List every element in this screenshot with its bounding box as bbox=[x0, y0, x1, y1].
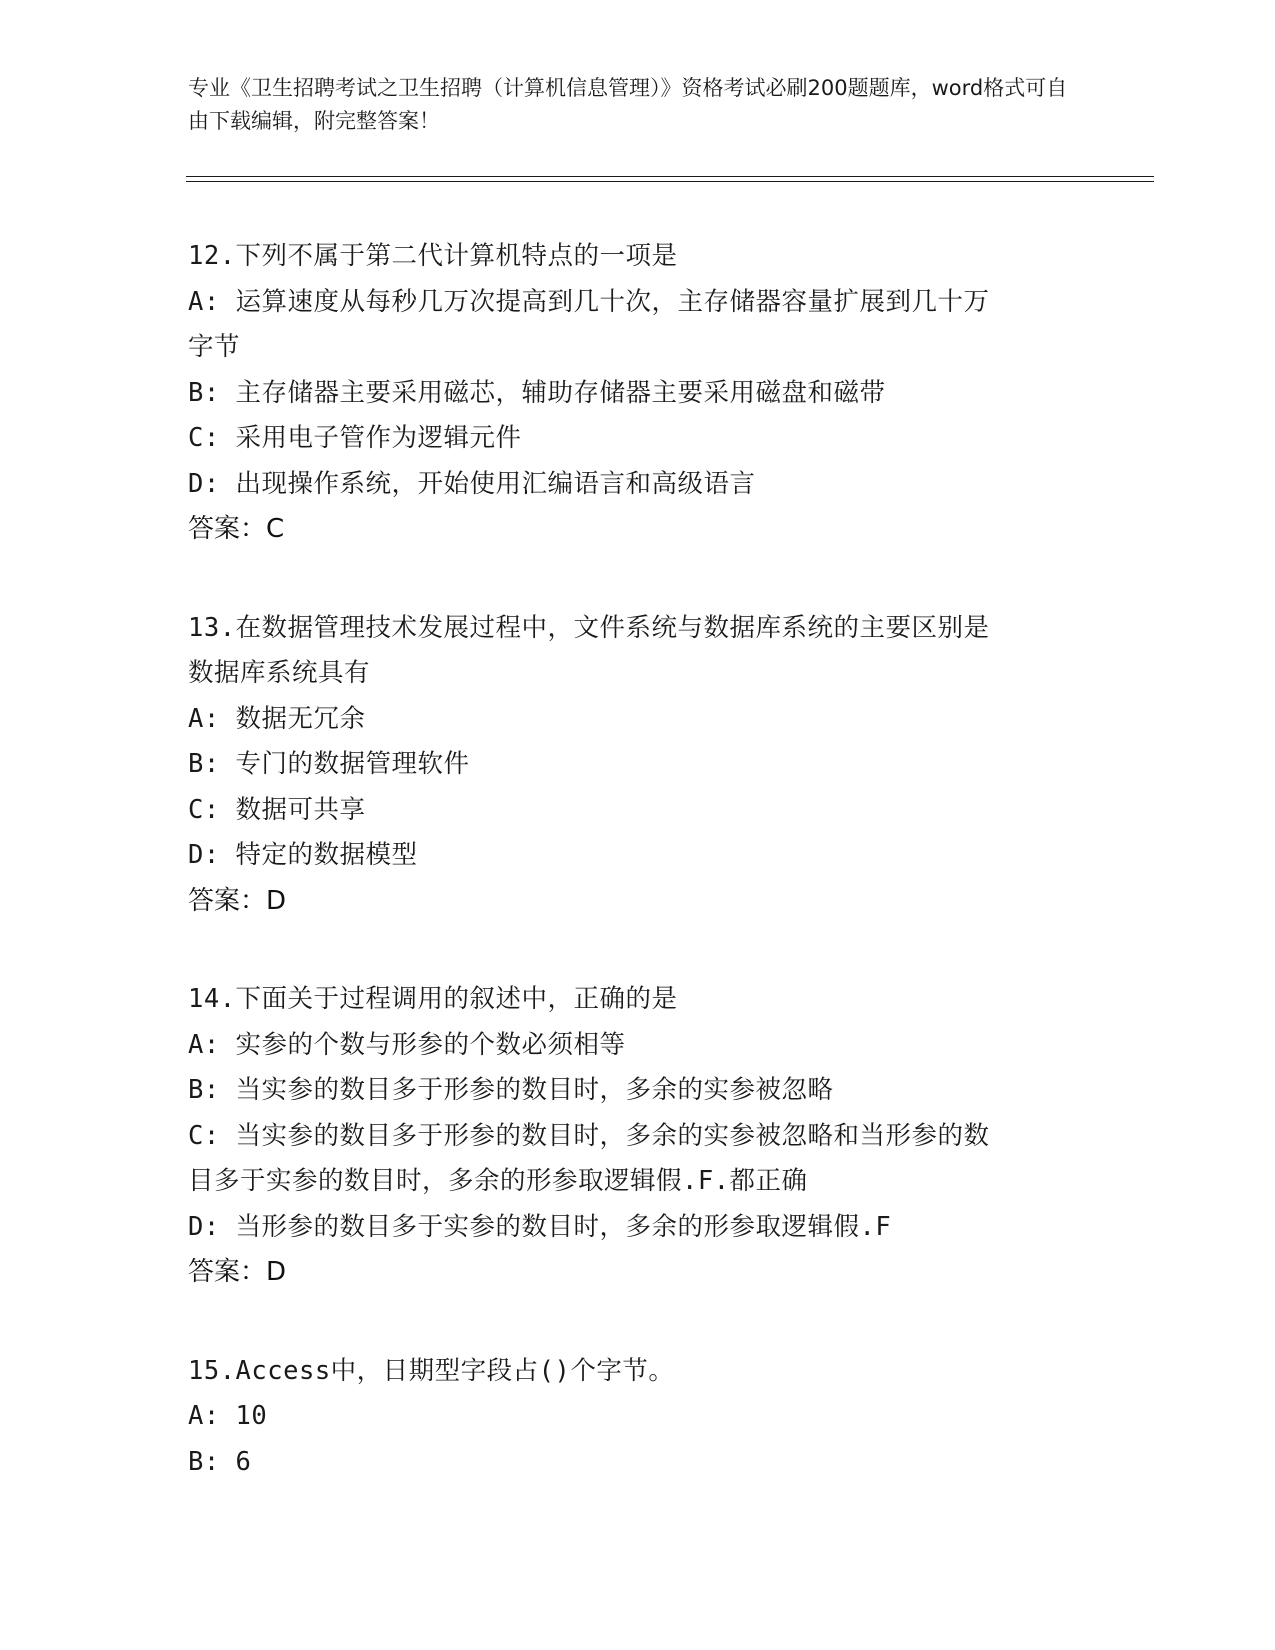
option-a-continued: 字节 bbox=[188, 332, 241, 362]
question-stem-continued: 数据库系统具有 bbox=[188, 658, 371, 688]
option-a: A: 实参的个数与形参的个数必须相等 bbox=[188, 1029, 626, 1060]
header-rule-bottom bbox=[186, 181, 1154, 182]
option-a: A: 数据无冗余 bbox=[188, 703, 366, 734]
question-15 bbox=[188, 1349, 1068, 1486]
option-b: B: 主存储器主要采用磁芯，辅助存储器主要采用磁盘和磁带 bbox=[188, 377, 886, 408]
option-c: C: 数据可共享 bbox=[188, 794, 366, 825]
answer: 答案：C bbox=[188, 514, 285, 544]
document-header bbox=[188, 72, 1088, 138]
option-b: B: 专门的数据管理软件 bbox=[188, 749, 470, 779]
answer: 答案：D bbox=[188, 885, 287, 916]
question-stem: 15.Access中，日期型字段占()个字节。 bbox=[188, 1355, 675, 1386]
option-d: D: 特定的数据模型 bbox=[188, 840, 418, 870]
answer: 答案：D bbox=[188, 1257, 287, 1287]
option-b: B: 当实参的数目多于形参的数目时，多余的实参被忽略 bbox=[188, 1075, 834, 1105]
question-13 bbox=[188, 606, 1068, 925]
option-d: D: 出现操作系统，开始使用汇编语言和高级语言 bbox=[188, 468, 756, 499]
option-b: B: 6 bbox=[188, 1446, 252, 1477]
option-a: A: 运算速度从每秒几万次提高到几十次，主存储器容量扩展到几十万 bbox=[188, 286, 990, 317]
option-a: A: 10 bbox=[188, 1401, 268, 1431]
option-c-continued: 目多于实参的数目时，多余的形参取逻辑假.F.都正确 bbox=[188, 1166, 808, 1196]
question-stem: 13.在数据管理技术发展过程中，文件系统与数据库系统的主要区别是 bbox=[188, 612, 990, 643]
question-stem: 12.下列不属于第二代计算机特点的一项是 bbox=[188, 241, 678, 271]
option-c: C: 当实参的数目多于形参的数目时，多余的实参被忽略和当形参的数 bbox=[188, 1120, 990, 1151]
question-stem: 14.下面关于过程调用的叙述中，正确的是 bbox=[188, 984, 678, 1014]
question-14 bbox=[188, 977, 1068, 1296]
header-rule-top bbox=[186, 176, 1154, 177]
question-12 bbox=[188, 234, 1068, 553]
option-c: C: 采用电子管作为逻辑元件 bbox=[188, 423, 522, 453]
question-list bbox=[188, 234, 1068, 1538]
header-text: 专业《卫生招聘考试之卫生招聘（计算机信息管理）》资格考试必刷200题题库，word格式可自由下载编辑，附完整答案！ bbox=[188, 76, 1068, 133]
option-d: D: 当形参的数目多于实参的数目时，多余的形参取逻辑假.F bbox=[188, 1211, 892, 1242]
